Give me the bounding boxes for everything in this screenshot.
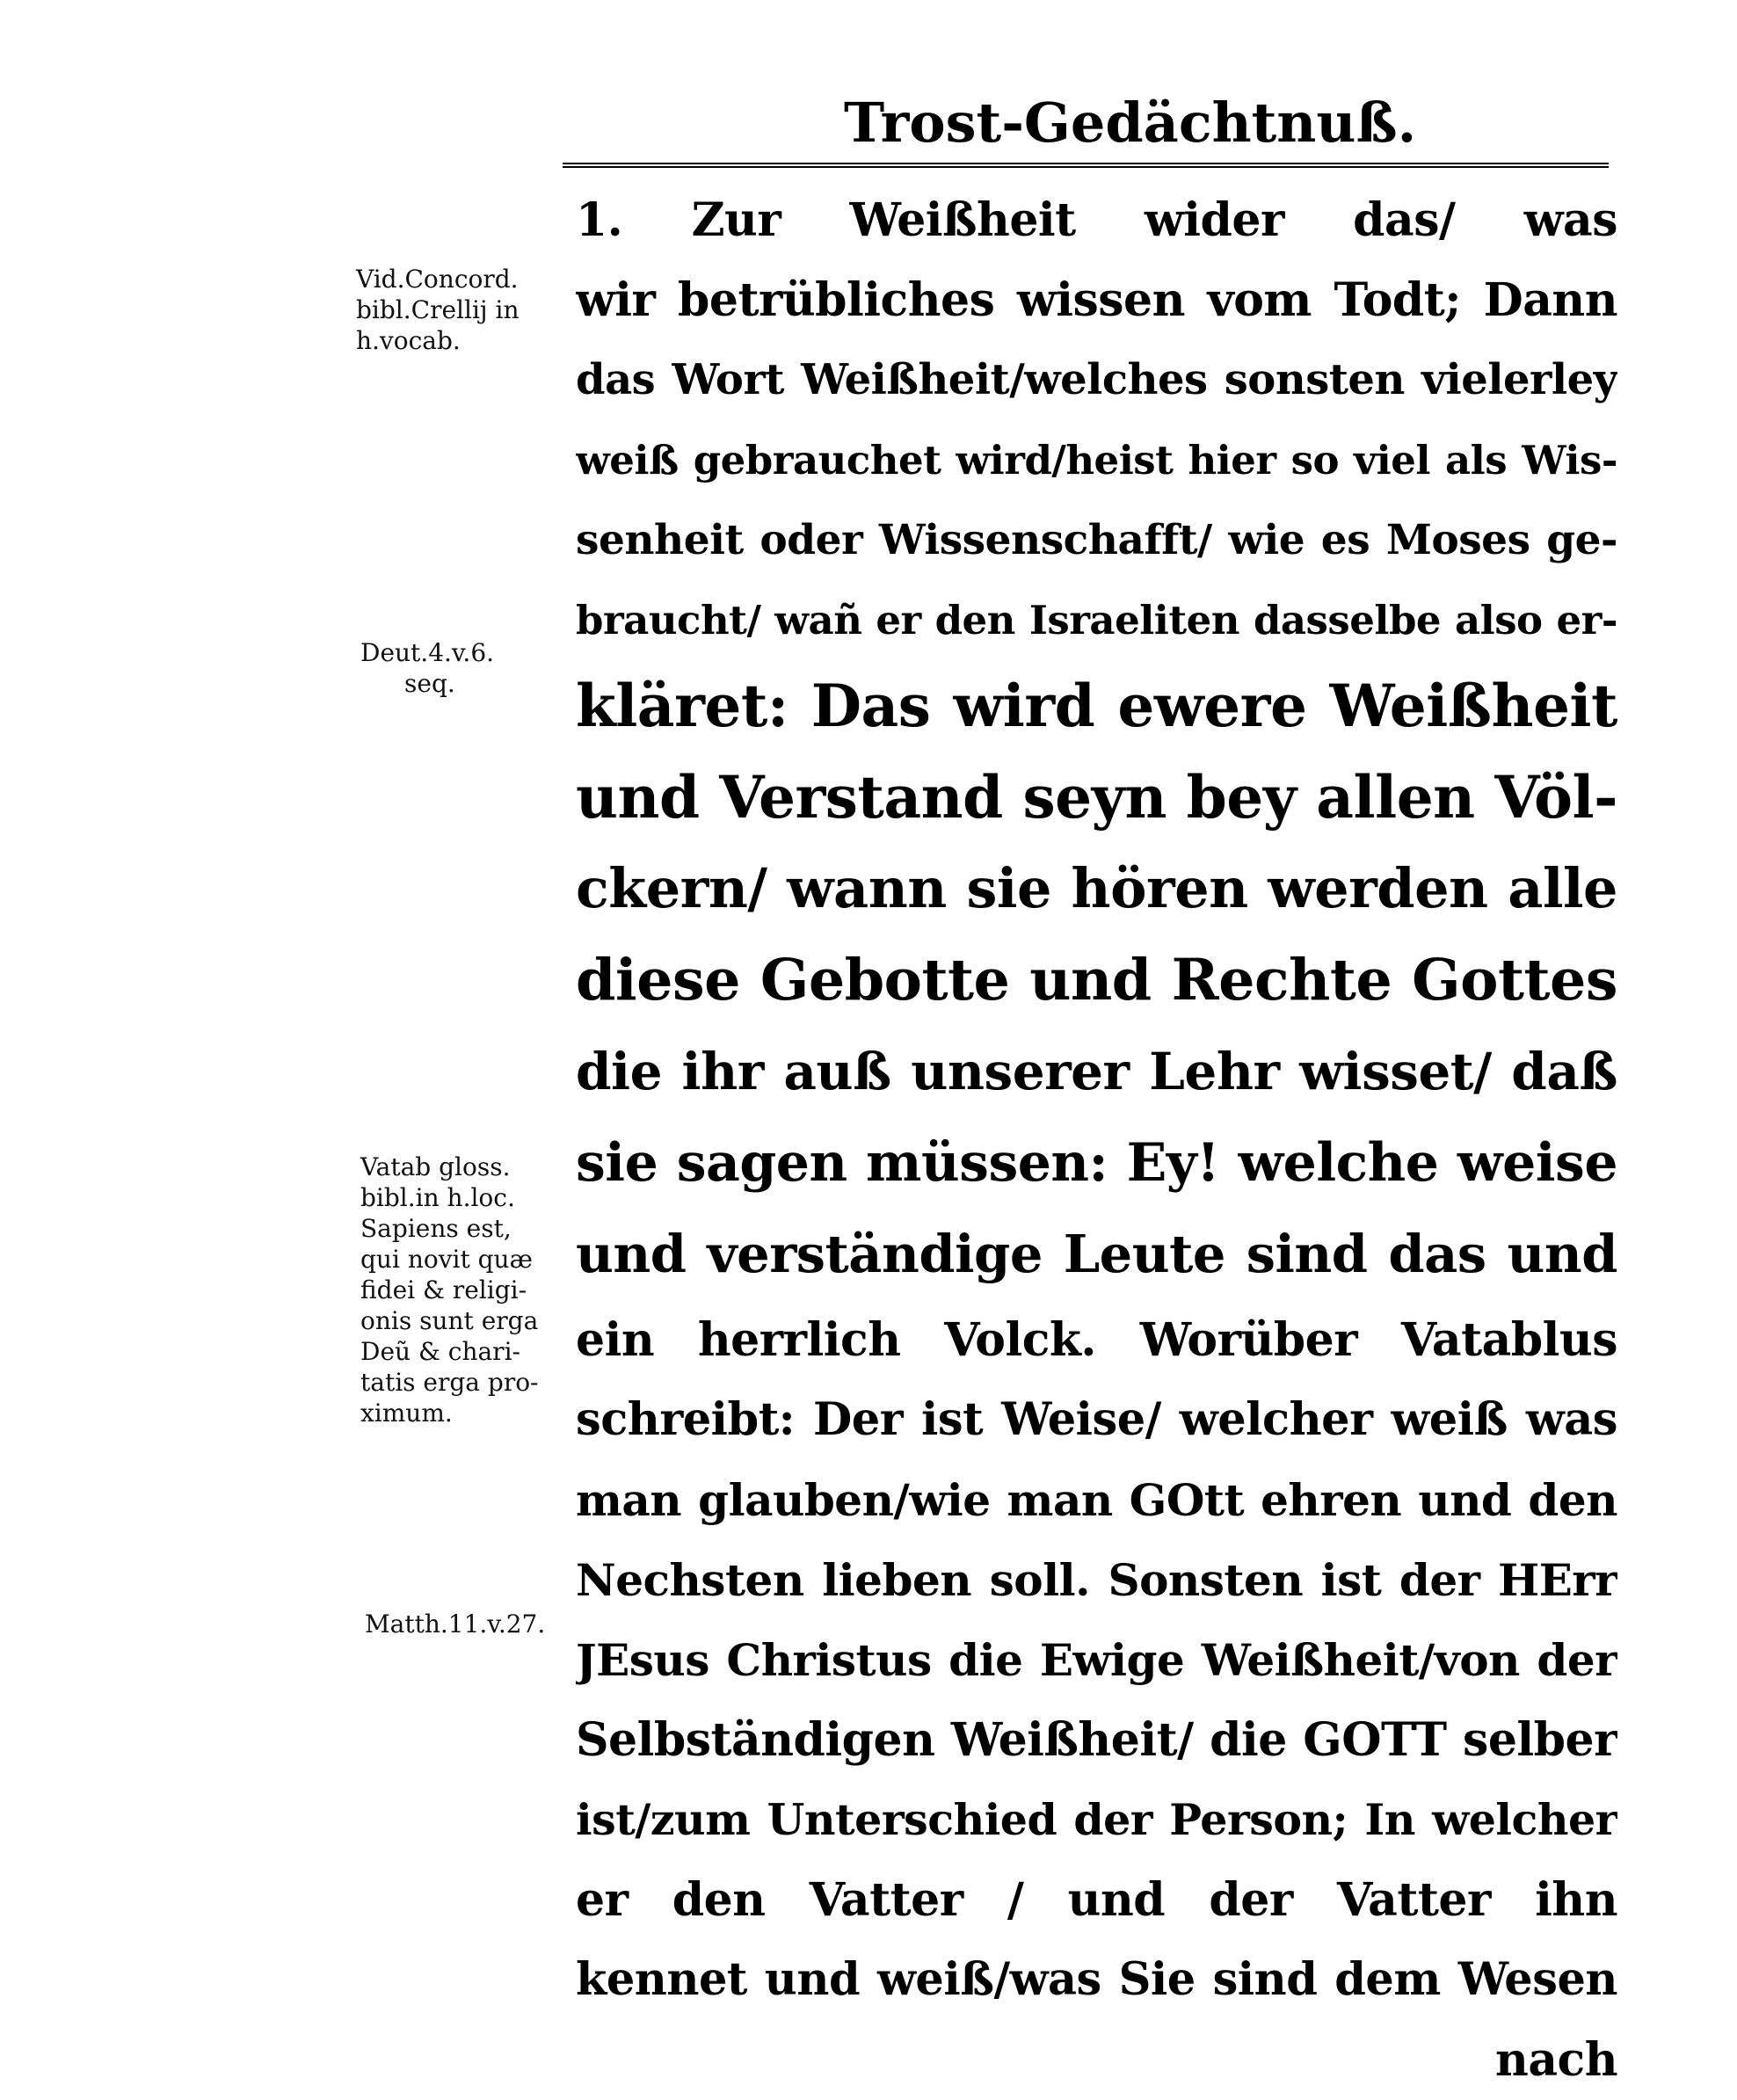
margin-note-line: Deũ & chari-: [360, 1337, 520, 1366]
margin-note-line: Sapiens est,: [360, 1214, 512, 1243]
text-line: ist/zum Unterschied der Person; In welcher: [576, 1794, 1617, 1845]
text-line: er den Vatter / und der Vatter ihn: [576, 1873, 1617, 1927]
text-line: ein herrlich Volck. Worüber Vatablus: [576, 1313, 1617, 1367]
margin-note-line: bibl.in h.loc.: [360, 1183, 515, 1212]
running-head: Trost-Gedächtnuß.: [844, 91, 1417, 155]
margin-note-line: Deut.4.v.6.: [360, 638, 495, 667]
margin-note-line: tatis erga pro-: [360, 1368, 539, 1397]
text-line: Nechsten lieben soll. Sonsten ist der HErr: [576, 1554, 1617, 1606]
text-line: weiß gebrauchet wird/heist hier so viel als Wis-: [576, 437, 1617, 483]
margin-note-line: ximum.: [360, 1399, 453, 1428]
text-line: JEsus Christus die Ewige Weißheit/von der: [576, 1634, 1617, 1686]
margin-note-line: onis sunt erga: [360, 1306, 539, 1335]
text-line: kennet und weiß/was Sie sind dem Wesen: [576, 1953, 1617, 2006]
margin-note-deuteronomy: [360, 637, 554, 699]
margin-note-line: Vatab gloss.: [360, 1152, 511, 1181]
text-line: diese Gebotte und Rechte Gottes: [576, 947, 1617, 1014]
text-line: braucht/ wañ er den Israeliten dasselbe also er-: [576, 597, 1617, 643]
margin-note-vatablus: [360, 1152, 571, 1428]
margin-note-line: qui novit quæ: [360, 1245, 533, 1274]
text-line: senheit oder Wissenschafft/ wie es Moses ge-: [576, 516, 1617, 564]
margin-note-matthew: [365, 1609, 567, 1639]
text-line: das Wort Weißheit/welches sonsten vielerley: [576, 355, 1617, 404]
margin-note-line: Matth.11.v.27.: [365, 1610, 546, 1639]
text-line: und Verstand seyn bey allen Völ-: [576, 763, 1617, 832]
margin-note-line: fidei & religi-: [360, 1275, 527, 1304]
text-line: die ihr auß unserer Lehr wisset/ daß: [576, 1042, 1617, 1101]
catchword: nach: [1495, 2033, 1617, 2087]
text-line: und verständige Leute sind das und: [576, 1224, 1617, 1284]
margin-note-line: h.vocab.: [356, 326, 461, 355]
margin-note-line: seq.: [404, 669, 455, 698]
text-line: ckern/ wann sie hören werden alle: [576, 856, 1617, 920]
margin-note-line: bibl.Crellij in: [356, 295, 520, 324]
text-line: Selbständigen Weißheit/ die GOTT selber: [576, 1713, 1617, 1767]
text-line: 1. Zur Weißheit wider das/ was: [576, 193, 1617, 247]
header-rule: [563, 163, 1609, 168]
text-line: schreibt: Der ist Weise/ welcher weiß was: [576, 1393, 1617, 1446]
margin-note-line: Vid.Concord.: [356, 265, 519, 294]
text-line: wir betrübliches wissen vom Todt; Dann: [576, 273, 1617, 327]
text-line: sie sagen müssen: Ey! welche weise: [576, 1132, 1617, 1194]
margin-note-concordance: [356, 264, 558, 356]
text-line: man glauben/wie man GOtt ehren und den: [576, 1474, 1617, 1526]
body-text: [576, 180, 1617, 2100]
text-line: kläret: Das wird ewere Weißheit: [576, 672, 1617, 740]
